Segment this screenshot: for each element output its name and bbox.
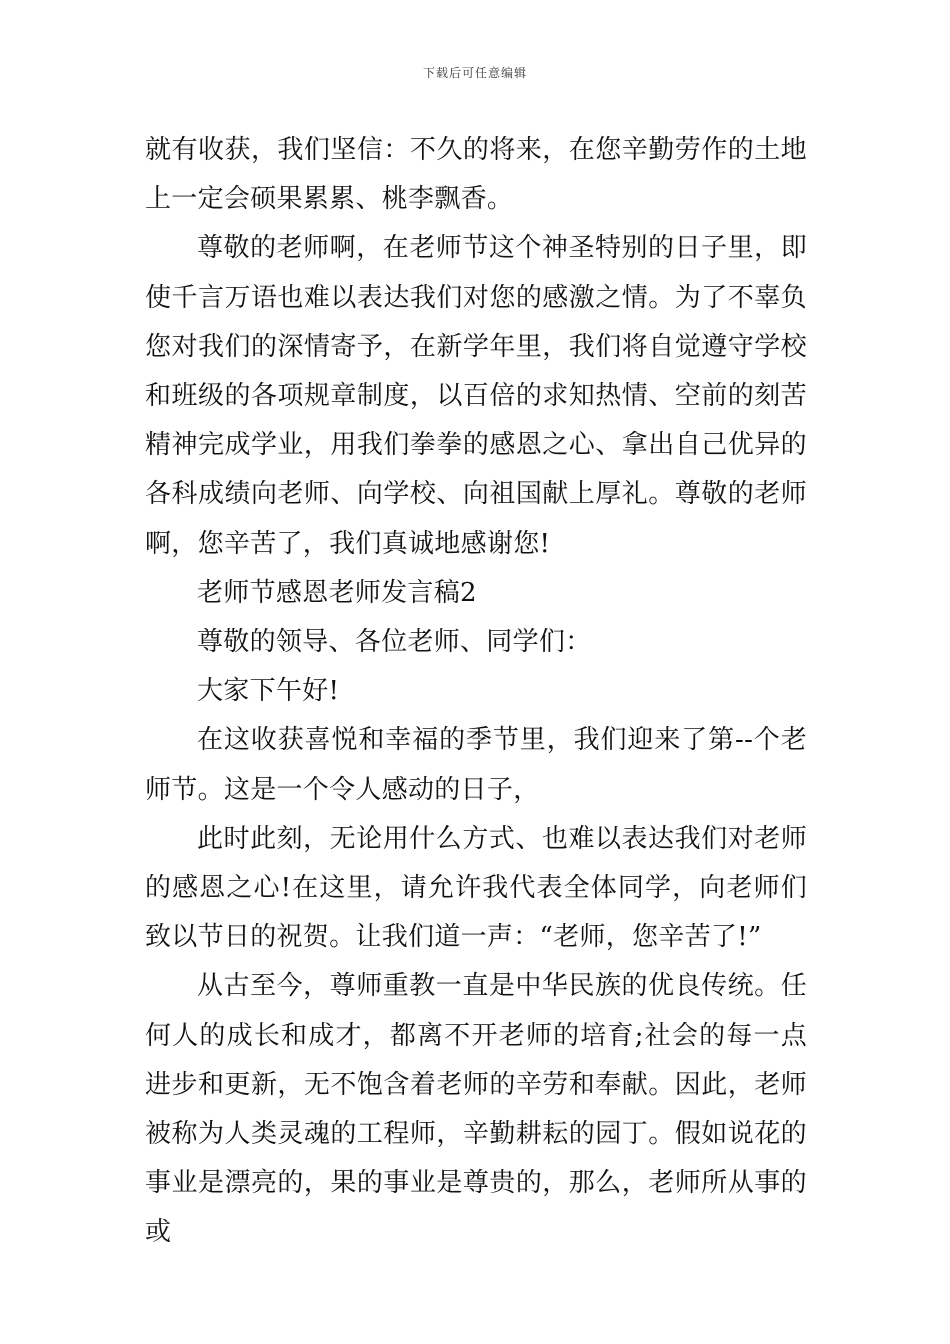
document-body: [145, 126, 807, 1258]
paragraph: 此时此刻，无论用什么方式、也难以表达我们对老师的感恩之心!在这里，请允许我代表全体同学，向老师们致以节日的祝贺。让我们道一声：“老师，您辛苦了!”: [145, 823, 807, 953]
salutation: 尊敬的领导、各位老师、同学们：: [197, 627, 592, 658]
paragraph: 在这收获喜悦和幸福的季节里，我们迎来了第--个老师节。这是一个令人感动的日子，: [145, 725, 807, 805]
greeting: 大家下午好!: [197, 676, 340, 707]
paragraph-continuation: 就有收获，我们坚信：不久的将来，在您辛勤劳作的土地上一定会硕果累累、桃李飘香。: [145, 135, 807, 215]
paragraph: 从古至今，尊师重教一直是中华民族的优良传统。任何人的成长和成才，都离不开老师的培育;社会的每一点进步和更新，无不饱含着老师的辛劳和奉献。因此，老师被称为人类灵魂的工程师，辛勤耕耘的园丁。假如说花的事业是漂亮的，果的事业是尊贵的，那么，老师所从事的或: [145, 971, 807, 1248]
section-title: 老师节感恩老师发言稿2: [197, 577, 477, 608]
page-header: 下载后可任意编辑: [422, 66, 527, 80]
paragraph: 尊敬的老师啊，在老师节这个神圣特别的日子里，即使千言万语也难以表达我们对您的感激之情。为了不辜负您对我们的深情寄予，在新学年里，我们将自觉遵守学校和班级的各项规章制度，以百倍的求知热情、空前的刻苦精神完成学业，用我们拳拳的感恩之心、拿出自己优异的各科成绩向老师、向学校、向祖国献上厚礼。尊敬的老师啊，您辛苦了，我们真诚地感谢您!: [145, 233, 807, 559]
